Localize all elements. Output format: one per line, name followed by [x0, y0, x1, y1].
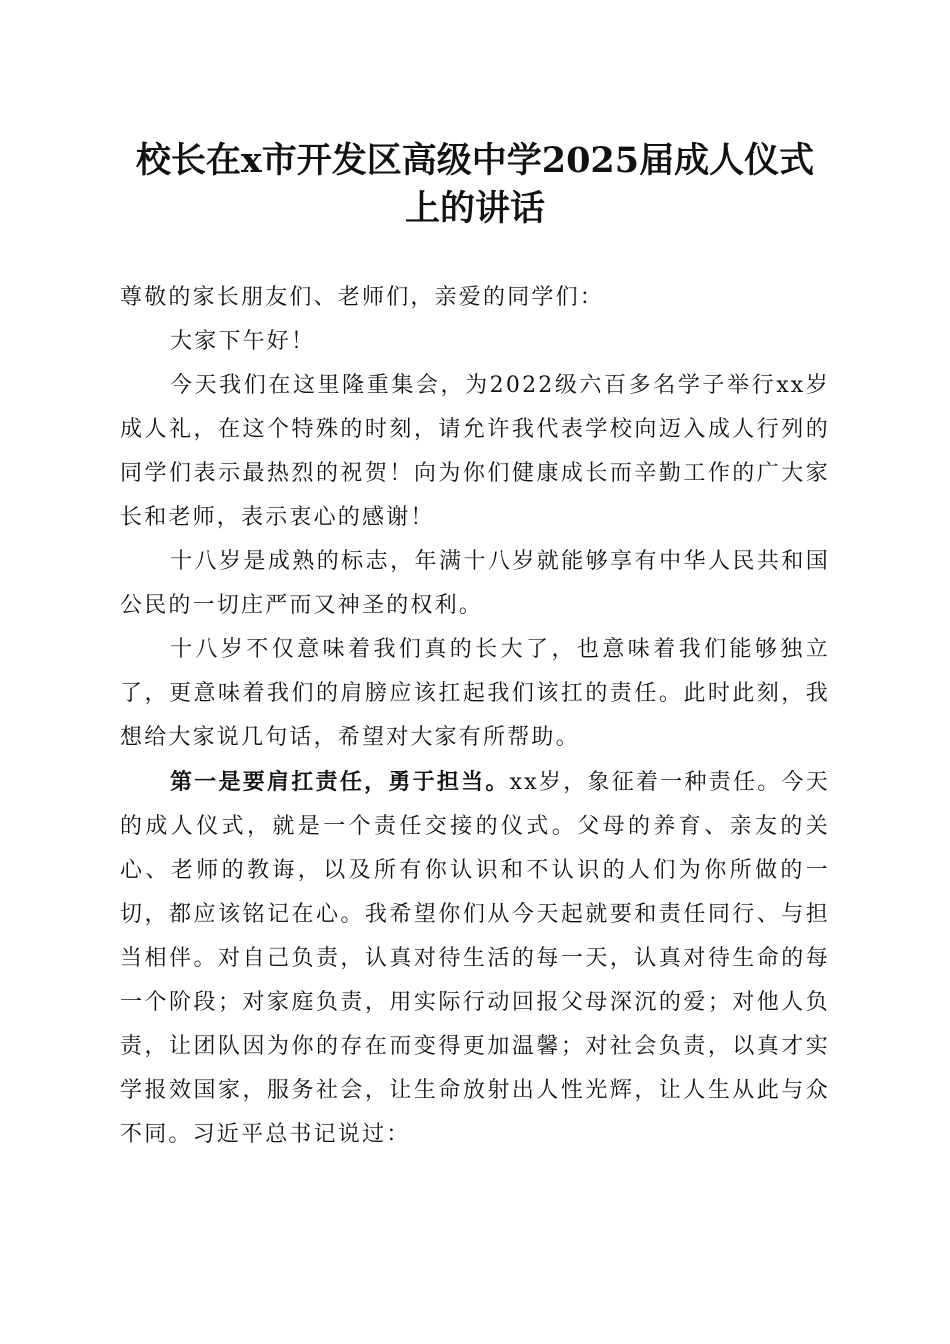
paragraph-2: 十八岁是成熟的标志，年满十八岁就能够享有中华人民共和国公民的一切庄严而又神圣的权利。: [120, 549, 830, 618]
paragraph-3: 十八岁不仅意味着我们真的长大了，也意味着我们能够独立了，更意味着我们的肩膀应该扛起我们该扛的责任。此时此刻，我想给大家说几句话，希望对大家有所帮助。: [120, 637, 830, 750]
salutation: 尊敬的家长朋友们、老师们，亲爱的同学们：: [120, 285, 605, 310]
greeting: 大家下午好！: [170, 329, 316, 354]
title-line-2: 上的讲话: [404, 188, 545, 229]
paragraph-4: [120, 760, 830, 1157]
title-line-1: 校长在x市开发区高级中学2025届成人仪式: [135, 140, 815, 181]
paragraph-4-heading: 第一是要肩扛责任，勇于担当。: [170, 769, 510, 795]
document-body: [120, 276, 830, 1157]
paragraph-1: 今天我们在这里隆重集会，为2022级六百多名学子举行xx岁成人礼，在这个特殊的时刻，请允许我代表学校向迈入成人行列的同学们表示最热烈的祝贺！向为你们健康成长而辛勤工作的广大家长和老师，表示衷心的感谢！: [120, 373, 830, 530]
paragraph-4-text: xx岁，象征着一种责任。今天的成人仪式，就是一个责任交接的仪式。父母的养育、亲友的关心、老师的教诲，以及所有你认识和不认识的人们为你所做的一切，都应该铭记在心。我希望你们从今天起就要和责任同行、与担当相伴。对自己负责，认真对待生活的每一天，认真对待生命的每一个阶段；对家庭负责，用实际行动回报父母深沉的爱；对他人负责，让团队因为你的存在而变得更加温馨；对社会负责，以真才实学报效国家，服务社会，让生命放射出人性光辉，让人生从此与众不同。习近平总书记说过：: [120, 770, 830, 1147]
document-title: [100, 137, 850, 233]
